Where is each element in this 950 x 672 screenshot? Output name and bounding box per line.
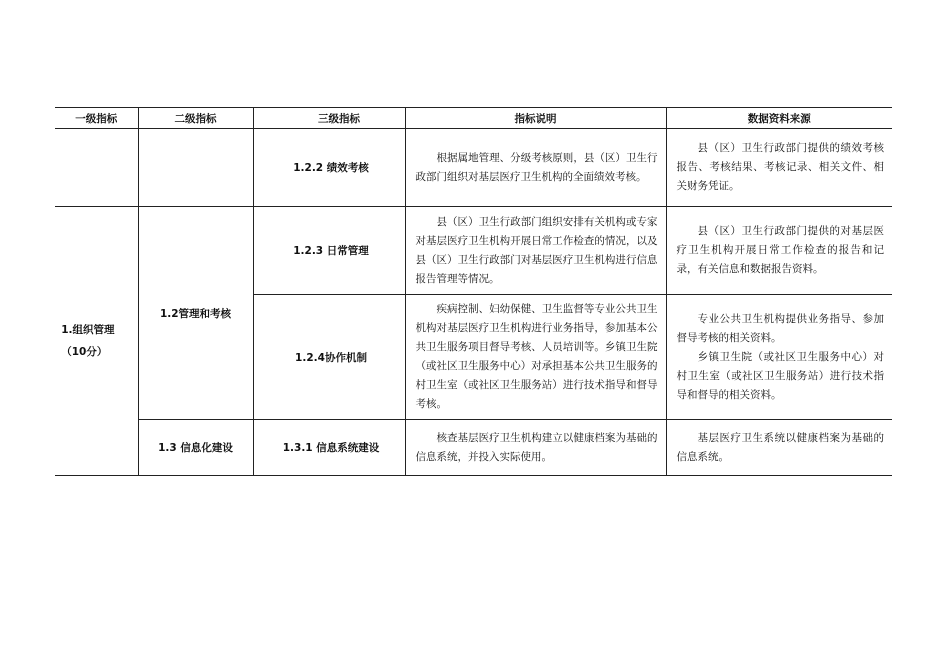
level3-cell: 1.3.1 信息系统建设 [253,420,405,476]
data-source-cell [666,420,892,476]
level2-cell: 1.3 信息化建设 [138,420,253,476]
table-row [55,420,892,476]
level1-cell [55,207,138,476]
data-source-text: 县（区）卫生行政部门提供的对基层医疗卫生机构开展日常工作检查的报告和记录，有关信息和数据报告资料。 [676,225,884,275]
table-row [55,129,892,207]
header-level2: 二级指标 [138,108,253,129]
description-cell: 县（区）卫生行政部门组织安排有关机构或专家对基层医疗卫生机构开展日常工作检查的情况，以及县（区）卫生行政部门对基层医疗卫生机构进行信息报告管理等情况。 [405,207,666,295]
table-header-row [55,108,892,129]
level3-cell: 1.2.4协作机制 [253,295,405,420]
indicator-table [55,107,892,476]
level1-label: 1.组织管理（10分） [61,324,115,358]
data-source-text: 县（区）卫生行政部门提供的绩效考核报告、考核结果、考核记录、相关文件、相关财务凭证。 [676,142,884,192]
table-row [55,207,892,295]
header-level3: 三级指标 [253,108,405,129]
data-source-text: 乡镇卫生院（或社区卫生服务中心）对村卫生室（或社区卫生服务站）进行技术指导和督导的相关资料。 [676,350,884,401]
data-source-cell [666,207,892,295]
level3-cell: 1.2.3 日常管理 [253,207,405,295]
description-cell: 根据属地管理、分级考核原则，县（区）卫生行政部门组织对基层医疗卫生机构的全面绩效考核。 [405,129,666,207]
header-data-source: 数据资料来源 [666,108,892,129]
level2-cell-empty [138,129,253,207]
level1-cell-empty [55,129,138,207]
data-source-cell [666,129,892,207]
header-description: 指标说明 [405,108,666,129]
description-cell: 疾病控制、妇幼保健、卫生监督等专业公共卫生机构对基层医疗卫生机构进行业务指导，参加基本公共卫生服务项目督导考核、人员培训等。乡镇卫生院（或社区卫生服务中心）对承担基本公共卫生服务的村卫生室（或社区卫生服务站）进行技术指导和督导考核。 [405,295,666,420]
data-source-cell [666,295,892,420]
level3-cell: 1.2.2 绩效考核 [253,129,405,207]
description-cell: 核查基层医疗卫生机构建立以健康档案为基础的信息系统，并投入实际使用。 [405,420,666,476]
header-level1: 一级指标 [55,108,138,129]
data-source-text: 基层医疗卫生系统以健康档案为基础的信息系统。 [676,431,884,463]
level2-cell: 1.2管理和考核 [138,207,253,420]
data-source-text: 专业公共卫生机构提供业务指导、参加督导考核的相关资料。 [676,312,884,344]
